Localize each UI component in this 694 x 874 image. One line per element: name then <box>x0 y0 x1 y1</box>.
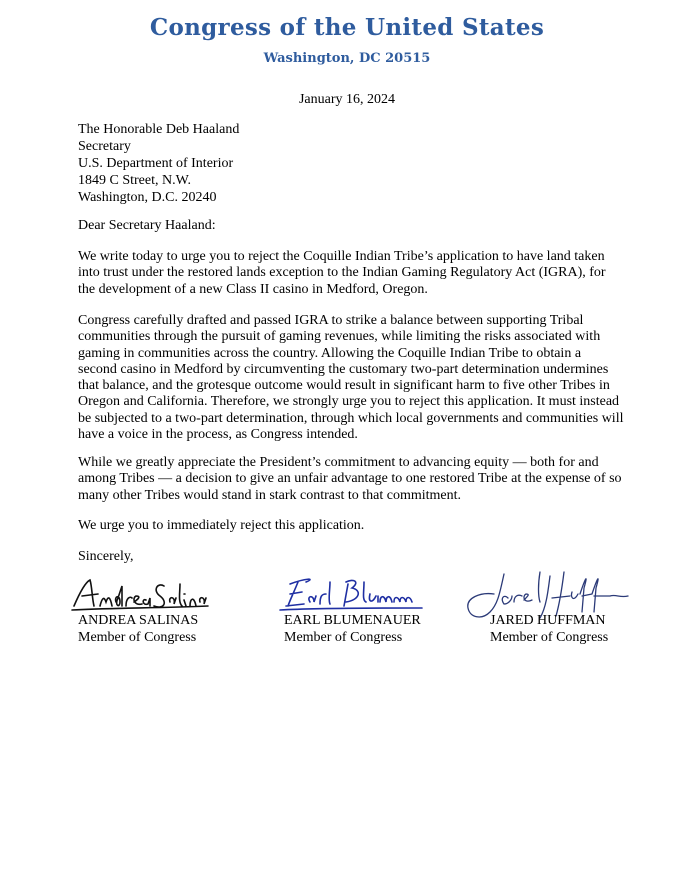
signature-earl-blumenauer <box>276 572 426 614</box>
signer-title: Member of Congress <box>490 630 609 645</box>
closing: Sincerely, <box>78 549 134 564</box>
paragraph-line: Oregon and California. Therefore, we strongly urge you to reject this application. It must instead <box>78 394 620 410</box>
salutation: Dear Secretary Haaland: <box>78 218 216 233</box>
paragraph-line: among Tribes — a decision to give an unfair advantage to one restored Tribe at the expense of so <box>78 471 622 487</box>
paragraph-line: the development of a new Class II casino in Medford, Oregon. <box>78 281 428 297</box>
paragraph-1 <box>78 249 626 298</box>
letter-date: January 16, 2024 <box>298 92 396 107</box>
recipient-address <box>78 121 239 206</box>
signer-name: JARED HUFFMAN <box>490 613 606 628</box>
recipient-department: U.S. Department of Interior <box>78 156 234 171</box>
paragraph-line: Congress carefully drafted and passed IGRA to strike a balance between supporting Tribal <box>78 313 584 328</box>
paragraph-line: We write today to urge you to reject the Coquille Indian Tribe’s application to have land taken <box>78 249 605 264</box>
paragraph-line: into trust under the restored lands exception to the Indian Gaming Regulatory Act (IGRA), for <box>78 265 606 281</box>
paragraph-line: We urge you to immediately reject this application. <box>78 518 365 533</box>
signer-title: Member of Congress <box>78 630 197 645</box>
paragraph-4 <box>78 518 626 534</box>
signer-name: ANDREA SALINAS <box>78 613 199 628</box>
recipient-street: 1849 C Street, N.W. <box>78 173 192 188</box>
paragraph-line: second casino in Medford by circumventing the customary two-part determination undermines <box>78 361 609 377</box>
paragraph-line: gaming in communities across the country. Allowing the Coquille Indian Tribe to obtain a <box>78 345 582 361</box>
paragraph-line: have a voice in the process, as Congress intended. <box>78 427 358 443</box>
signer-block-2 <box>284 612 421 646</box>
signer-block-1 <box>78 612 198 646</box>
signature-andrea-salinas <box>70 572 210 614</box>
paragraph-line: While we greatly appreciate the President’s commitment to advancing equity — both for and <box>78 455 599 470</box>
paragraph-line: many other Tribes would stand in stark contrast to that commitment. <box>78 487 462 503</box>
paragraph-line: be subjected to a two-part determination, through which local governments and communities will <box>78 410 624 426</box>
recipient-city: Washington, D.C. 20240 <box>78 190 217 205</box>
recipient-title: Secretary <box>78 139 131 154</box>
paragraph-3 <box>78 455 626 504</box>
signer-block-3 <box>490 612 608 646</box>
signer-name: EARL BLUMENAUER <box>284 613 421 628</box>
letterhead-title: Congress of the United States <box>149 14 545 41</box>
paragraph-line: communities through the pursuit of gaming revenues, while limiting the risks associated with <box>78 329 601 345</box>
paragraph-2 <box>78 313 626 443</box>
paragraph-line: that balance, and the grotesque outcome would result in significant harm to five other Tribes in <box>78 378 610 394</box>
recipient-name: The Honorable Deb Haaland <box>78 122 240 137</box>
signer-title: Member of Congress <box>284 630 403 645</box>
letterhead-address: Washington, DC 20515 <box>263 51 431 66</box>
